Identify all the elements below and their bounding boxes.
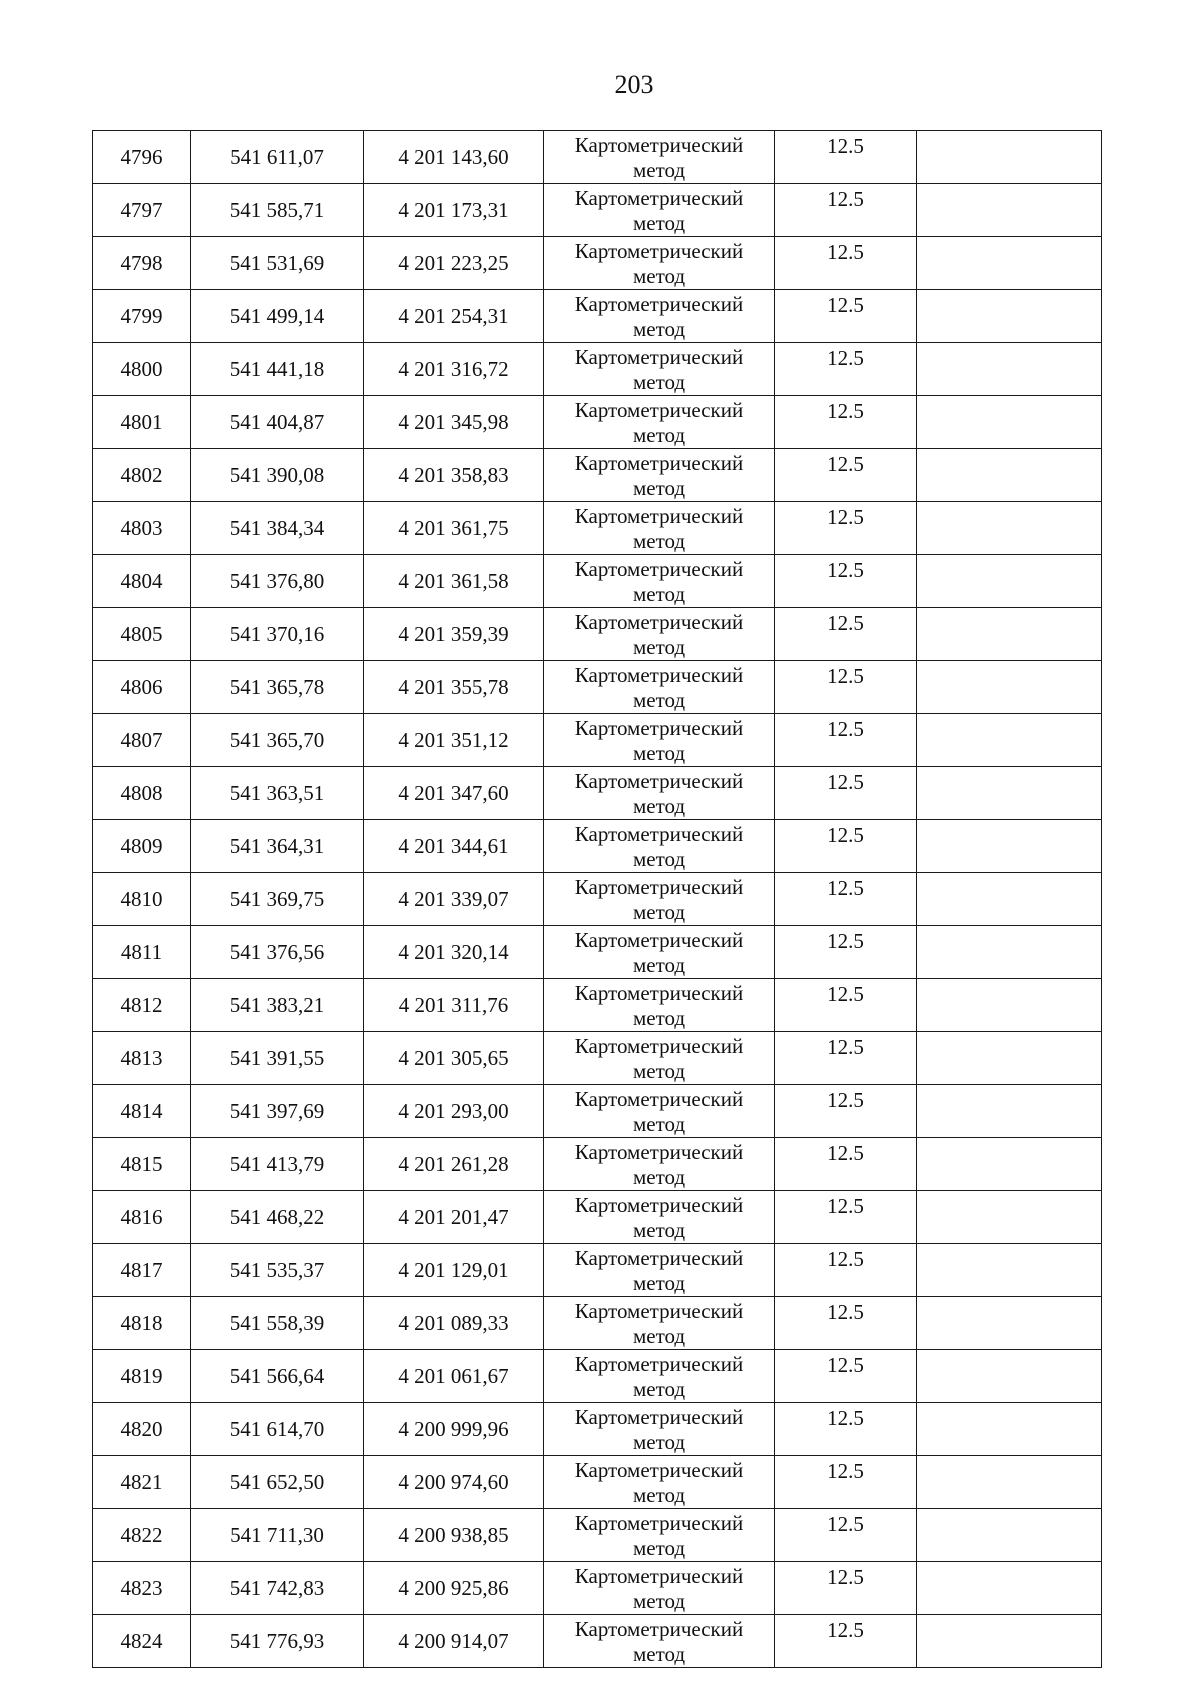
method-line-1: Картометрический	[574, 504, 744, 528]
point-number-cell: 4824	[93, 1615, 191, 1668]
y-coordinate-cell: 4 201 305,65	[364, 1032, 544, 1085]
method-line-1: Картометрический	[574, 292, 744, 316]
x-coordinate-cell: 541 742,83	[191, 1562, 364, 1615]
y-coordinate-cell: 4 200 999,96	[364, 1403, 544, 1456]
method-line-2: метод	[632, 1324, 686, 1348]
table-row	[93, 1456, 1102, 1509]
method-cell	[544, 449, 775, 502]
method-line-1: Картометрический	[574, 1617, 744, 1641]
method-line-1: Картометрический	[574, 1352, 744, 1376]
method-cell	[544, 608, 775, 661]
method-line-2: метод	[632, 1430, 686, 1454]
method-line-2: метод	[632, 1218, 686, 1242]
y-coordinate-cell: 4 201 344,61	[364, 820, 544, 873]
accuracy-cell: 12.5	[775, 555, 917, 608]
note-cell	[917, 131, 1102, 184]
method-cell	[544, 714, 775, 767]
point-number-cell: 4804	[93, 555, 191, 608]
y-coordinate-cell: 4 201 201,47	[364, 1191, 544, 1244]
method-line-2: метод	[632, 1271, 686, 1295]
point-number-cell: 4796	[93, 131, 191, 184]
method-line-1: Картометрический	[574, 769, 744, 793]
accuracy-cell: 12.5	[775, 1085, 917, 1138]
accuracy-cell: 12.5	[775, 1244, 917, 1297]
x-coordinate-cell: 541 363,51	[191, 767, 364, 820]
point-number-cell: 4815	[93, 1138, 191, 1191]
accuracy-cell: 12.5	[775, 1509, 917, 1562]
method-line-1: Картометрический	[574, 1564, 744, 1588]
method-line-1: Картометрический	[574, 1511, 744, 1535]
method-line-1: Картометрический	[574, 1458, 744, 1482]
method-line-2: метод	[632, 1165, 686, 1189]
method-line-1: Картометрический	[574, 1246, 744, 1270]
accuracy-cell: 12.5	[775, 237, 917, 290]
method-line-2: метод	[632, 1483, 686, 1507]
note-cell	[917, 1085, 1102, 1138]
method-line-1: Картометрический	[574, 663, 744, 687]
method-line-1: Картометрический	[574, 610, 744, 634]
point-number-cell: 4821	[93, 1456, 191, 1509]
point-number-cell: 4805	[93, 608, 191, 661]
method-cell	[544, 1456, 775, 1509]
note-cell	[917, 1403, 1102, 1456]
note-cell	[917, 290, 1102, 343]
note-cell	[917, 1032, 1102, 1085]
accuracy-cell: 12.5	[775, 449, 917, 502]
accuracy-cell: 12.5	[775, 926, 917, 979]
accuracy-cell: 12.5	[775, 184, 917, 237]
point-number-cell: 4800	[93, 343, 191, 396]
method-cell	[544, 820, 775, 873]
note-cell	[917, 449, 1102, 502]
x-coordinate-cell: 541 383,21	[191, 979, 364, 1032]
method-cell	[544, 979, 775, 1032]
method-cell	[544, 290, 775, 343]
method-cell	[544, 131, 775, 184]
point-number-cell: 4798	[93, 237, 191, 290]
method-line-2: метод	[632, 264, 686, 288]
note-cell	[917, 767, 1102, 820]
point-number-cell: 4801	[93, 396, 191, 449]
note-cell	[917, 714, 1102, 767]
method-line-2: метод	[632, 847, 686, 871]
accuracy-cell: 12.5	[775, 979, 917, 1032]
y-coordinate-cell: 4 201 223,25	[364, 237, 544, 290]
accuracy-cell: 12.5	[775, 290, 917, 343]
method-line-2: метод	[632, 1059, 686, 1083]
point-number-cell: 4807	[93, 714, 191, 767]
table-row	[93, 555, 1102, 608]
x-coordinate-cell: 541 776,93	[191, 1615, 364, 1668]
note-cell	[917, 1509, 1102, 1562]
table-row	[93, 979, 1102, 1032]
accuracy-cell: 12.5	[775, 396, 917, 449]
note-cell	[917, 1456, 1102, 1509]
note-cell	[917, 184, 1102, 237]
table-row	[93, 449, 1102, 502]
point-number-cell: 4820	[93, 1403, 191, 1456]
point-number-cell: 4809	[93, 820, 191, 873]
x-coordinate-cell: 541 614,70	[191, 1403, 364, 1456]
accuracy-cell: 12.5	[775, 343, 917, 396]
method-cell	[544, 1615, 775, 1668]
point-number-cell: 4802	[93, 449, 191, 502]
x-coordinate-cell: 541 566,64	[191, 1350, 364, 1403]
method-line-2: метод	[632, 1536, 686, 1560]
method-cell	[544, 1297, 775, 1350]
table-row	[93, 873, 1102, 926]
method-line-2: метод	[632, 900, 686, 924]
y-coordinate-cell: 4 201 089,33	[364, 1297, 544, 1350]
note-cell	[917, 820, 1102, 873]
table-row	[93, 926, 1102, 979]
note-cell	[917, 1350, 1102, 1403]
method-line-2: метод	[632, 1112, 686, 1136]
table-row	[93, 1297, 1102, 1350]
method-line-2: метод	[632, 211, 686, 235]
x-coordinate-cell: 541 376,56	[191, 926, 364, 979]
note-cell	[917, 1297, 1102, 1350]
method-cell	[544, 237, 775, 290]
note-cell	[917, 343, 1102, 396]
accuracy-cell: 12.5	[775, 714, 917, 767]
accuracy-cell: 12.5	[775, 608, 917, 661]
y-coordinate-cell: 4 201 361,58	[364, 555, 544, 608]
accuracy-cell: 12.5	[775, 661, 917, 714]
method-line-1: Картометрический	[574, 1140, 744, 1164]
method-cell	[544, 1509, 775, 1562]
table-row	[93, 661, 1102, 714]
method-cell	[544, 184, 775, 237]
method-line-2: метод	[632, 1642, 686, 1666]
table-row	[93, 608, 1102, 661]
method-cell	[544, 767, 775, 820]
x-coordinate-cell: 541 390,08	[191, 449, 364, 502]
y-coordinate-cell: 4 201 316,72	[364, 343, 544, 396]
method-line-1: Картометрический	[574, 1034, 744, 1058]
method-cell	[544, 1350, 775, 1403]
x-coordinate-cell: 541 376,80	[191, 555, 364, 608]
accuracy-cell: 12.5	[775, 1350, 917, 1403]
x-coordinate-cell: 541 391,55	[191, 1032, 364, 1085]
accuracy-cell: 12.5	[775, 1138, 917, 1191]
method-cell	[544, 502, 775, 555]
y-coordinate-cell: 4 200 974,60	[364, 1456, 544, 1509]
method-line-2: метод	[632, 370, 686, 394]
table-row	[93, 1191, 1102, 1244]
accuracy-cell: 12.5	[775, 873, 917, 926]
x-coordinate-cell: 541 369,75	[191, 873, 364, 926]
note-cell	[917, 608, 1102, 661]
method-cell	[544, 1244, 775, 1297]
y-coordinate-cell: 4 201 339,07	[364, 873, 544, 926]
table-row	[93, 1509, 1102, 1562]
y-coordinate-cell: 4 201 359,39	[364, 608, 544, 661]
x-coordinate-cell: 541 364,31	[191, 820, 364, 873]
x-coordinate-cell: 541 585,71	[191, 184, 364, 237]
accuracy-cell: 12.5	[775, 1191, 917, 1244]
table-row	[93, 1350, 1102, 1403]
point-number-cell: 4799	[93, 290, 191, 343]
accuracy-cell: 12.5	[775, 767, 917, 820]
table-row	[93, 396, 1102, 449]
x-coordinate-cell: 541 441,18	[191, 343, 364, 396]
method-line-1: Картометрический	[574, 1193, 744, 1217]
accuracy-cell: 12.5	[775, 820, 917, 873]
y-coordinate-cell: 4 201 345,98	[364, 396, 544, 449]
method-line-1: Картометрический	[574, 398, 744, 422]
table-row	[93, 131, 1102, 184]
x-coordinate-cell: 541 531,69	[191, 237, 364, 290]
note-cell	[917, 661, 1102, 714]
note-cell	[917, 873, 1102, 926]
note-cell	[917, 1562, 1102, 1615]
table-row	[93, 1615, 1102, 1668]
accuracy-cell: 12.5	[775, 1562, 917, 1615]
method-line-2: метод	[632, 423, 686, 447]
note-cell	[917, 502, 1102, 555]
x-coordinate-cell: 541 499,14	[191, 290, 364, 343]
x-coordinate-cell: 541 413,79	[191, 1138, 364, 1191]
y-coordinate-cell: 4 201 061,67	[364, 1350, 544, 1403]
method-cell	[544, 1562, 775, 1615]
point-number-cell: 4803	[93, 502, 191, 555]
method-line-2: метод	[632, 1377, 686, 1401]
table-row	[93, 184, 1102, 237]
table-row	[93, 767, 1102, 820]
table-row	[93, 502, 1102, 555]
note-cell	[917, 237, 1102, 290]
y-coordinate-cell: 4 201 311,76	[364, 979, 544, 1032]
coordinates-table	[92, 130, 1102, 1668]
accuracy-cell: 12.5	[775, 1297, 917, 1350]
x-coordinate-cell: 541 384,34	[191, 502, 364, 555]
accuracy-cell: 12.5	[775, 1615, 917, 1668]
note-cell	[917, 979, 1102, 1032]
method-line-1: Картометрический	[574, 186, 744, 210]
y-coordinate-cell: 4 201 173,31	[364, 184, 544, 237]
method-line-2: метод	[632, 158, 686, 182]
method-line-1: Картометрический	[574, 1087, 744, 1111]
x-coordinate-cell: 541 558,39	[191, 1297, 364, 1350]
point-number-cell: 4816	[93, 1191, 191, 1244]
accuracy-cell: 12.5	[775, 1456, 917, 1509]
x-coordinate-cell: 541 365,70	[191, 714, 364, 767]
method-line-1: Картометрический	[574, 239, 744, 263]
accuracy-cell: 12.5	[775, 1403, 917, 1456]
method-line-2: метод	[632, 529, 686, 553]
method-line-2: метод	[632, 741, 686, 765]
note-cell	[917, 1615, 1102, 1668]
method-line-1: Картометрический	[574, 981, 744, 1005]
method-cell	[544, 1403, 775, 1456]
method-line-2: метод	[632, 476, 686, 500]
method-cell	[544, 873, 775, 926]
method-line-1: Картометрический	[574, 1405, 744, 1429]
method-line-1: Картометрический	[574, 928, 744, 952]
table-row	[93, 714, 1102, 767]
table-row	[93, 1244, 1102, 1297]
y-coordinate-cell: 4 200 925,86	[364, 1562, 544, 1615]
accuracy-cell: 12.5	[775, 131, 917, 184]
point-number-cell: 4808	[93, 767, 191, 820]
method-cell	[544, 1191, 775, 1244]
method-line-2: метод	[632, 1589, 686, 1613]
table-row	[93, 1138, 1102, 1191]
method-line-1: Картометрический	[574, 345, 744, 369]
x-coordinate-cell: 541 404,87	[191, 396, 364, 449]
note-cell	[917, 1191, 1102, 1244]
method-line-1: Картометрический	[574, 557, 744, 581]
table-row	[93, 290, 1102, 343]
method-line-2: метод	[632, 1006, 686, 1030]
table-row	[93, 1403, 1102, 1456]
point-number-cell: 4810	[93, 873, 191, 926]
point-number-cell: 4817	[93, 1244, 191, 1297]
y-coordinate-cell: 4 200 914,07	[364, 1615, 544, 1668]
x-coordinate-cell: 541 397,69	[191, 1085, 364, 1138]
method-line-1: Картометрический	[574, 716, 744, 740]
method-line-2: метод	[632, 794, 686, 818]
table-row	[93, 343, 1102, 396]
y-coordinate-cell: 4 201 254,31	[364, 290, 544, 343]
accuracy-cell: 12.5	[775, 502, 917, 555]
method-line-1: Картометрический	[574, 822, 744, 846]
method-cell	[544, 926, 775, 979]
point-number-cell: 4818	[93, 1297, 191, 1350]
method-line-2: метод	[632, 582, 686, 606]
point-number-cell: 4823	[93, 1562, 191, 1615]
y-coordinate-cell: 4 201 358,83	[364, 449, 544, 502]
method-cell	[544, 661, 775, 714]
method-cell	[544, 343, 775, 396]
x-coordinate-cell: 541 611,07	[191, 131, 364, 184]
method-line-1: Картометрический	[574, 133, 744, 157]
y-coordinate-cell: 4 201 293,00	[364, 1085, 544, 1138]
y-coordinate-cell: 4 201 351,12	[364, 714, 544, 767]
point-number-cell: 4811	[93, 926, 191, 979]
x-coordinate-cell: 541 468,22	[191, 1191, 364, 1244]
method-line-1: Картометрический	[574, 875, 744, 899]
y-coordinate-cell: 4 201 347,60	[364, 767, 544, 820]
point-number-cell: 4806	[93, 661, 191, 714]
y-coordinate-cell: 4 201 129,01	[364, 1244, 544, 1297]
y-coordinate-cell: 4 200 938,85	[364, 1509, 544, 1562]
note-cell	[917, 396, 1102, 449]
coordinates-table-body	[93, 131, 1102, 1668]
y-coordinate-cell: 4 201 320,14	[364, 926, 544, 979]
method-line-2: метод	[632, 688, 686, 712]
point-number-cell: 4814	[93, 1085, 191, 1138]
method-cell	[544, 555, 775, 608]
y-coordinate-cell: 4 201 355,78	[364, 661, 544, 714]
point-number-cell: 4797	[93, 184, 191, 237]
note-cell	[917, 926, 1102, 979]
y-coordinate-cell: 4 201 143,60	[364, 131, 544, 184]
method-cell	[544, 396, 775, 449]
table-row	[93, 1562, 1102, 1615]
method-line-1: Картометрический	[574, 1299, 744, 1323]
x-coordinate-cell: 541 711,30	[191, 1509, 364, 1562]
note-cell	[917, 1138, 1102, 1191]
page-number: 203	[614, 70, 654, 99]
x-coordinate-cell: 541 370,16	[191, 608, 364, 661]
y-coordinate-cell: 4 201 261,28	[364, 1138, 544, 1191]
method-line-2: метод	[632, 317, 686, 341]
method-line-2: метод	[632, 953, 686, 977]
point-number-cell: 4813	[93, 1032, 191, 1085]
note-cell	[917, 555, 1102, 608]
y-coordinate-cell: 4 201 361,75	[364, 502, 544, 555]
point-number-cell: 4819	[93, 1350, 191, 1403]
x-coordinate-cell: 541 365,78	[191, 661, 364, 714]
method-cell	[544, 1085, 775, 1138]
x-coordinate-cell: 541 652,50	[191, 1456, 364, 1509]
method-line-1: Картометрический	[574, 451, 744, 475]
table-row	[93, 1032, 1102, 1085]
table-row	[93, 820, 1102, 873]
table-row	[93, 237, 1102, 290]
table-row	[93, 1085, 1102, 1138]
method-line-2: метод	[632, 635, 686, 659]
note-cell	[917, 1244, 1102, 1297]
point-number-cell: 4812	[93, 979, 191, 1032]
method-cell	[544, 1138, 775, 1191]
point-number-cell: 4822	[93, 1509, 191, 1562]
accuracy-cell: 12.5	[775, 1032, 917, 1085]
x-coordinate-cell: 541 535,37	[191, 1244, 364, 1297]
method-cell	[544, 1032, 775, 1085]
